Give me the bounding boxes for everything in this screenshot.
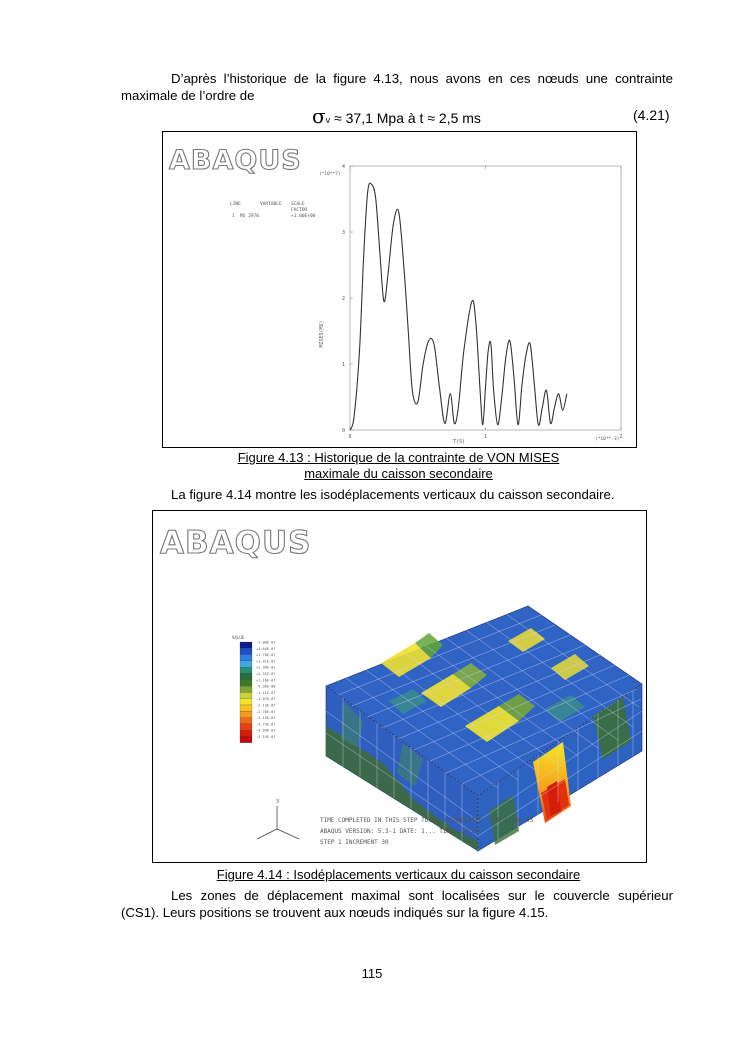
- legend-value: +1.16E-07: [256, 678, 276, 683]
- page-number: 115: [361, 966, 383, 981]
- legend-value: -5.14E-07: [256, 735, 276, 739]
- legend-value: -4.39E-07: [256, 728, 276, 733]
- figure-4-13-caption-line-1: Figure 4.13 : Historique de la contrainte de VON MISES: [237, 450, 560, 465]
- legend-swatch: [240, 737, 252, 743]
- legend-value: -3.13E-07: [256, 716, 276, 721]
- y-tick-label: 2: [341, 296, 345, 302]
- figure-4-14-caption: Figure 4.14 : Isodéplacements verticaux du caisson secondaire: [216, 867, 581, 882]
- legend-value: +1.41E-07: [256, 659, 276, 664]
- legend-swatch: [240, 730, 252, 736]
- legend-swatch: [240, 674, 252, 680]
- figure-4-14: [152, 510, 647, 863]
- legend-swatch: [240, 699, 252, 705]
- legend-swatch: [240, 711, 252, 717]
- info-line-3: STEP 1 INCREMENT 30: [320, 839, 389, 846]
- abaqus-logo: ABAQUS: [160, 525, 312, 561]
- legend-header-scale: SCALE: [291, 202, 305, 207]
- equation-4-21: [312, 104, 481, 128]
- legend-swatch: [240, 718, 252, 724]
- x-tick-label: 1: [483, 434, 488, 440]
- sigma-subscript: v: [325, 115, 331, 125]
- legend-row-factor: +1.00E+00: [291, 214, 316, 219]
- legend-swatch: [240, 686, 252, 692]
- x-multiplier: (*10**-3): [595, 437, 620, 442]
- legend-value: +1.70E-07: [256, 653, 276, 658]
- legend-swatch: [240, 680, 252, 686]
- legend-swatch: [240, 692, 252, 698]
- legend-value: -1.11E-07: [256, 690, 276, 695]
- y-tick-label: 0: [341, 428, 345, 434]
- legend-swatch: [240, 667, 252, 673]
- legend-swatch: [240, 655, 252, 661]
- legend-value: -1.67E-07: [256, 697, 276, 702]
- info-line-1: TIME COMPLETED IN THIS STEP TOTAL ACCUMULATED TIME 3.00E-03: [320, 817, 534, 824]
- legend-value: +1.31E-07: [256, 672, 276, 676]
- conclusion-line-1: Les zones de déplacement maximal sont localisées sur le couvercle supérieur: [171, 888, 673, 903]
- series-ms-2970-line: [350, 183, 567, 430]
- legend-swatch: [240, 724, 252, 730]
- legend-value: -2.13E-07: [256, 703, 276, 708]
- legend-swatch: [240, 661, 252, 667]
- x-tick-label: 0: [348, 434, 352, 440]
- y-tick-label: 1: [341, 362, 345, 368]
- intro-line-1: D’après l’historique de la figure 4.13, nous avons en ces nœuds une contrainte: [171, 71, 673, 86]
- legend-value: -1.00E-07: [256, 640, 276, 645]
- sigma-symbol: σ: [312, 104, 326, 128]
- y-tick-label: 4: [341, 164, 345, 170]
- figure-4-13-caption-line-2: maximale du caisson secondaire: [304, 466, 493, 481]
- intro-line-2: maximale de l’ordre de: [121, 88, 255, 103]
- equation-text: ≈ 37,1 Mpa à t ≈ 2,5 ms: [330, 110, 481, 126]
- legend-value: -5.38E-08: [256, 684, 276, 689]
- von-mises-chart: [163, 132, 636, 447]
- triad-axis-label: 3: [276, 799, 280, 805]
- legend-swatch: [240, 642, 252, 648]
- y-multiplier: (*10**7): [319, 172, 341, 177]
- conclusion-line-2: (CS1). Leurs positions se trouvent aux nœuds indiqués sur la figure 4.15.: [121, 905, 549, 920]
- secondary-box-model: [326, 606, 642, 851]
- isodisplacement-plot: [153, 511, 646, 862]
- legend-header-factor: FACTOR: [291, 208, 308, 213]
- x-axis-label: T(S): [452, 439, 466, 445]
- abaqus-logo: ABAQUS: [169, 145, 302, 176]
- figure-4-14-intro: La figure 4.14 montre les isodéplacements verticaux du caisson secondaire.: [171, 487, 615, 502]
- legend-row-line: 1: [232, 214, 235, 219]
- legend-header-line: LINE: [230, 202, 241, 207]
- figure-4-13: [162, 131, 637, 448]
- legend-value: +1.36E-07: [256, 665, 276, 670]
- y-axis-label: MISES(MS): [319, 320, 325, 348]
- legend-swatch: [240, 705, 252, 711]
- legend-value: +1.64E-07: [256, 646, 276, 651]
- legend-title: VALUE: [232, 635, 245, 640]
- chart-legend: [230, 201, 316, 219]
- equation-number: (4.21): [633, 107, 670, 123]
- x-tick-label: 2: [619, 434, 623, 440]
- coordinate-triad-icon: [257, 806, 299, 839]
- y-tick-label: 3: [341, 230, 345, 236]
- legend-header-variable: VARIABLE: [260, 202, 282, 207]
- contour-legend: [232, 635, 275, 743]
- legend-value: -3.79E-07: [256, 722, 276, 727]
- info-line-2: ABAQUS VERSION: 5.3-1 DATE: 1... TIME: 14:26: [320, 828, 479, 835]
- legend-swatch: [240, 648, 252, 654]
- legend-row-variable: MS 2970: [240, 214, 259, 219]
- legend-value: -2.70E-07: [256, 709, 276, 714]
